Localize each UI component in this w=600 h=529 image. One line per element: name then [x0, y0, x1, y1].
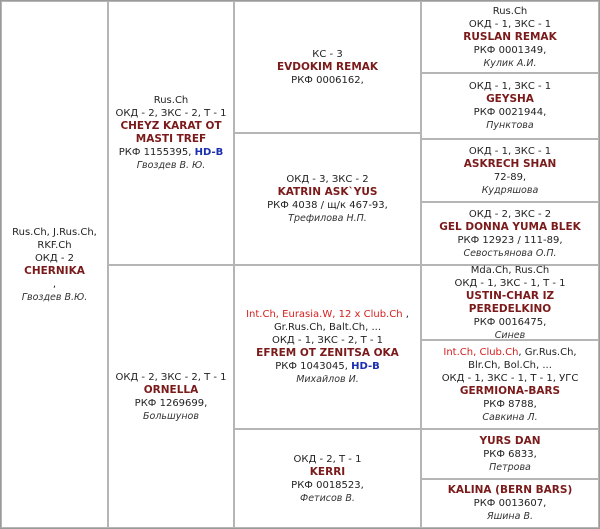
root-comma: ,: [52, 278, 57, 290]
dd-name[interactable]: KERRI: [309, 465, 346, 478]
dss-tests: ОКД - 1, ЗКС - 1, Т - 1: [454, 277, 566, 289]
sd-tests: ОКД - 3, ЗКС - 2: [286, 174, 369, 185]
ds-titles-red: Int.Ch, Eurasia.W, 12 x Club.Ch: [246, 309, 403, 320]
sire-sire-cell: [234, 1, 421, 133]
sire-dam-cell: [234, 133, 421, 265]
root-tests: ОКД - 2: [34, 252, 75, 264]
sds-owner: Кудряшова: [481, 184, 539, 196]
sss-tests: ОКД - 1, ЗКС - 1: [468, 18, 552, 30]
dsd-titles2: Blr.Ch, Bol.Ch, ...: [468, 359, 552, 371]
root-dog-cell: [1, 1, 108, 528]
dam-owner: Большунов: [143, 410, 199, 422]
sds-tests: ОКД - 1, ЗКС - 1: [468, 145, 552, 157]
sds-reg: 72-89,: [493, 171, 527, 183]
sdd-tests: ОКД - 2, ЗКС - 2: [468, 208, 552, 220]
sdd-cell: [421, 202, 599, 265]
sdd-name[interactable]: GEL DONNA YUMA BLEK: [439, 220, 581, 233]
dam-tests: ОКД - 2, ЗКС - 2, Т - 1: [115, 371, 227, 383]
root-titles: Rus.Ch, J.Rus.Ch, RKF.Ch: [12, 226, 97, 251]
ssd-name[interactable]: GEYSHA: [486, 93, 534, 105]
root-owner: Гвоздев В.Ю.: [21, 291, 88, 303]
dsd-titles-line: [443, 346, 576, 359]
dsd-titles-red: Int.Ch, Club.Ch: [443, 346, 519, 358]
sire-hd-badge: HD-B: [194, 147, 224, 158]
ds-titles2: Gr.Rus.Ch, Balt.Ch, ...: [273, 322, 382, 333]
sire-name[interactable]: CHEYZ KARAT OT MASTI TREF: [120, 120, 222, 145]
ds-titles-sep: ,: [402, 309, 409, 320]
sire-reg: РКФ 1155395,: [118, 147, 192, 158]
ss-name[interactable]: EVDOKIM REMAK: [276, 60, 379, 73]
dsd-titles-rest: , Gr.Rus.Ch,: [518, 346, 577, 358]
sss-cell: [421, 1, 599, 73]
ds-tests: ОКД - 1, ЗКС - 2, Т - 1: [271, 335, 384, 346]
ds-reg: РКФ 1043045,: [275, 361, 348, 372]
sire-owner: Гвоздев В. Ю.: [136, 160, 206, 171]
sire-tests: ОКД - 2, ЗКС - 2, Т - 1: [115, 108, 227, 119]
ddd-cell: [421, 479, 599, 528]
dds-reg: РКФ 6833,: [483, 448, 537, 460]
dsd-cell: [421, 340, 599, 429]
dss-titles: Mda.Ch, Rus.Ch: [470, 264, 550, 276]
ddd-owner: Яшина В.: [486, 511, 534, 522]
sss-owner: Кулик А.И.: [483, 57, 537, 69]
dd-reg: РКФ 0018523,: [291, 479, 364, 491]
dsd-tests: ОКД - 1, ЗКС - 1, Т - 1, УГС: [441, 372, 579, 384]
sd-name[interactable]: KATRIN ASK`YUS: [277, 186, 378, 198]
ssd-tests: ОКД - 1, ЗКС - 1: [468, 81, 552, 92]
dd-tests: ОКД - 2, Т - 1: [293, 453, 362, 465]
sss-name[interactable]: RUSLAN REMAK: [463, 30, 557, 43]
ds-name[interactable]: EFREM OT ZENITSA OKA: [256, 347, 399, 359]
dss-name[interactable]: USTIN-CHAR IZ PEREDELKINO: [465, 289, 555, 315]
dsd-name[interactable]: GERMIONA-BARS: [459, 384, 561, 397]
sss-reg: РКФ 0001349,: [473, 44, 547, 56]
dds-cell: [421, 429, 599, 479]
ds-reg-line: [275, 360, 379, 373]
dsd-owner: Савкина Л.: [482, 411, 538, 423]
sd-reg: РКФ 4038 / щ/к 467-93,: [267, 200, 388, 211]
sire-cell: [108, 1, 234, 265]
dsd-reg: РКФ 8788,: [483, 398, 537, 410]
ssd-reg: РКФ 0021944,: [473, 107, 547, 118]
dss-cell: [421, 265, 599, 340]
ds-hd-badge: HD-B: [351, 361, 380, 372]
sss-titles: Rus.Ch: [492, 5, 528, 17]
dam-sire-cell: [234, 265, 421, 429]
ddd-name[interactable]: KALINA (BERN BARS): [447, 484, 573, 496]
ssd-cell: [421, 73, 599, 139]
dd-owner: Фетисов В.: [300, 492, 355, 504]
dam-name[interactable]: ORNELLA: [143, 383, 199, 396]
root-name[interactable]: CHERNIKA: [24, 264, 85, 277]
ssd-owner: Пунктова: [486, 120, 534, 131]
dds-owner: Петрова: [489, 461, 531, 473]
ss-reg: РКФ 0006162,: [291, 74, 364, 86]
sire-reg-line: [119, 146, 223, 159]
sdd-reg: РКФ 12923 / 111-89,: [457, 234, 563, 246]
ds-titles-line: [246, 308, 409, 321]
ss-tests: КС - 3: [312, 48, 343, 60]
sdd-owner: Севостьянова О.П.: [463, 247, 557, 259]
sd-owner: Трефилова Н.П.: [288, 213, 367, 224]
dss-reg: РКФ 0016475,: [473, 316, 547, 328]
ddd-reg: РКФ 0013607,: [473, 498, 547, 509]
sds-name[interactable]: ASKRECH SHAN: [463, 157, 557, 170]
dam-cell: [108, 265, 234, 528]
dam-dam-cell: [234, 429, 421, 528]
dam-reg: РКФ 1269699,: [134, 397, 208, 409]
dds-name[interactable]: YURS DAN: [479, 434, 541, 447]
dss-owner: Синев: [494, 329, 526, 341]
sire-titles: Rus.Ch: [153, 95, 189, 106]
ds-owner: Михайлов И.: [296, 374, 359, 385]
sds-cell: [421, 139, 599, 202]
